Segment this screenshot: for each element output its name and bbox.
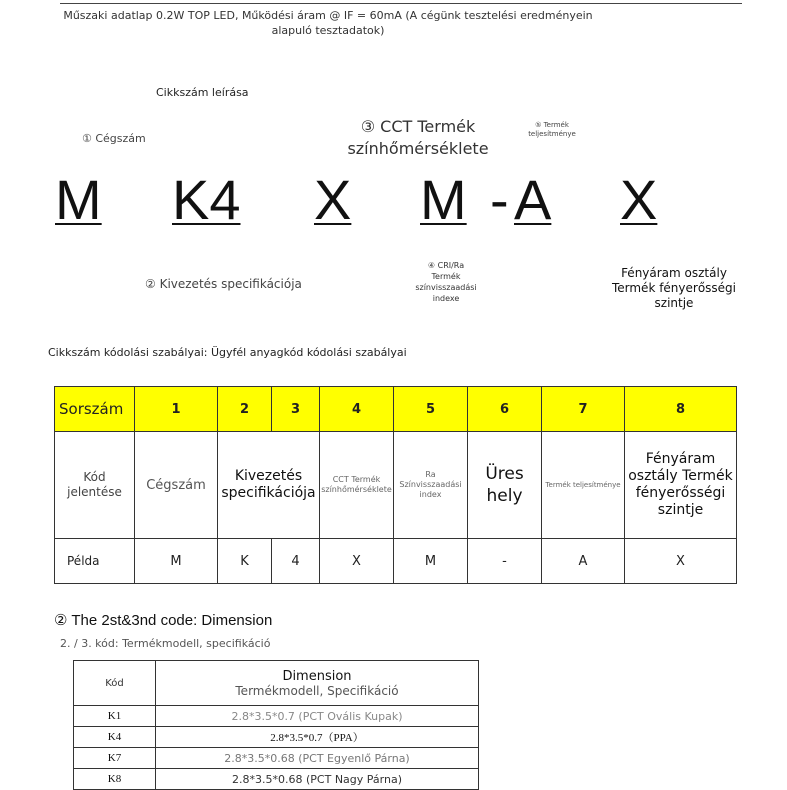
label-cri-title: ④ CRI/Ra (427, 261, 465, 270)
section2-heading: ② The 2st&3nd code: Dimension (54, 612, 273, 629)
header-cell: 2 (218, 387, 272, 432)
table-row (74, 748, 479, 769)
dimension-code-cell: K1 (74, 706, 156, 727)
table-header-row (55, 387, 737, 432)
label-company: ① Cégszám (82, 132, 146, 145)
header-cell: 4 (320, 387, 394, 432)
label-lead-spec: ② Kivezetés specifikációja (145, 277, 302, 291)
label-performance: ⑤ Termék teljesítménye (528, 121, 576, 138)
meaning-cell: Fényáram osztály Termék fényerősségi szintje (625, 432, 737, 539)
code-performance: A (514, 168, 552, 231)
example-cell: A (542, 539, 625, 584)
dimension-code-cell: K8 (74, 769, 156, 790)
dimension-code-cell: K7 (74, 748, 156, 769)
header-cell: 7 (542, 387, 625, 432)
example-cell: X (320, 539, 394, 584)
section2-subtitle: 2. / 3. kód: Termékmodell, specifikáció (60, 637, 271, 650)
example-cell: M (394, 539, 468, 584)
code-cri: M (420, 168, 467, 231)
meaning-cell: Kivezetés specifikációja (218, 432, 320, 539)
meaning-cell: Termék teljesítménye (542, 432, 625, 539)
top-rule (60, 3, 742, 4)
table-example-row (55, 539, 737, 584)
header-cell: 6 (468, 387, 542, 432)
dimension-code-cell: K4 (74, 727, 156, 748)
header-cell: 5 (394, 387, 468, 432)
dimension-table (73, 660, 479, 790)
header-cell: 1 (135, 387, 218, 432)
header-cell: 3 (272, 387, 320, 432)
label-flux: Fényáram osztály Termék fényerősségi szintje (611, 266, 737, 310)
code-company: M (55, 168, 102, 231)
code-cct: X (314, 168, 352, 231)
code-flux: X (620, 168, 658, 231)
dimension-header-title: Dimension (282, 668, 352, 684)
part-description-label: Cikkszám leírása (156, 86, 249, 99)
dimension-header-subtitle: Termékmodell, Specifikáció (235, 683, 399, 698)
table-row (74, 727, 479, 748)
table-meaning-row (55, 432, 737, 539)
example-cell: 4 (272, 539, 320, 584)
meaning-cell: Cégszám (135, 432, 218, 539)
header-cell: 8 (625, 387, 737, 432)
table-row (74, 706, 479, 727)
example-cell: M (135, 539, 218, 584)
meaning-cell: Ra Színvisszaadási index (394, 432, 468, 539)
dimension-header-row (74, 661, 479, 706)
coding-rules-table (54, 386, 737, 584)
dimension-header-spec (156, 661, 479, 706)
label-cct: ③ CCT Termék színhőmérséklete (347, 117, 489, 158)
dimension-spec-cell: 2.8*3.5*0.7 (PCT Ovális Kupak) (156, 706, 479, 727)
page-title: Műszaki adatlap 0.2W TOP LED, Működési áram @ IF = 60mA (A cégünk tesztelési eredményein alapuló tesztadatok) (63, 9, 593, 37)
example-cell: X (625, 539, 737, 584)
meaning-label-cell: Kód jelentése (55, 432, 135, 539)
meaning-cell: Üres hely (468, 432, 542, 539)
dimension-header-code: Kód (74, 661, 156, 706)
coding-rules-title: Cikkszám kódolási szabályai: Ügyfél anyagkód kódolási szabályai (48, 346, 407, 359)
label-cri (404, 260, 488, 304)
table-row (74, 769, 479, 790)
code-lead: K4 (172, 168, 241, 231)
header-cell: Sorszám (55, 387, 135, 432)
dimension-spec-cell: 2.8*3.5*0.68 (PCT Egyenlő Párna) (156, 748, 479, 769)
meaning-cell: CCT Termék színhőmérséklete (320, 432, 394, 539)
example-cell: - (468, 539, 542, 584)
dimension-spec-cell: 2.8*3.5*0.7（PPA） (156, 727, 479, 748)
label-cri-desc: Termék színvisszaadási indexe (415, 272, 477, 303)
code-dash: - (490, 168, 509, 231)
example-cell: K (218, 539, 272, 584)
dimension-spec-cell: 2.8*3.5*0.68 (PCT Nagy Párna) (156, 769, 479, 790)
example-label-cell: Példa (55, 539, 135, 584)
